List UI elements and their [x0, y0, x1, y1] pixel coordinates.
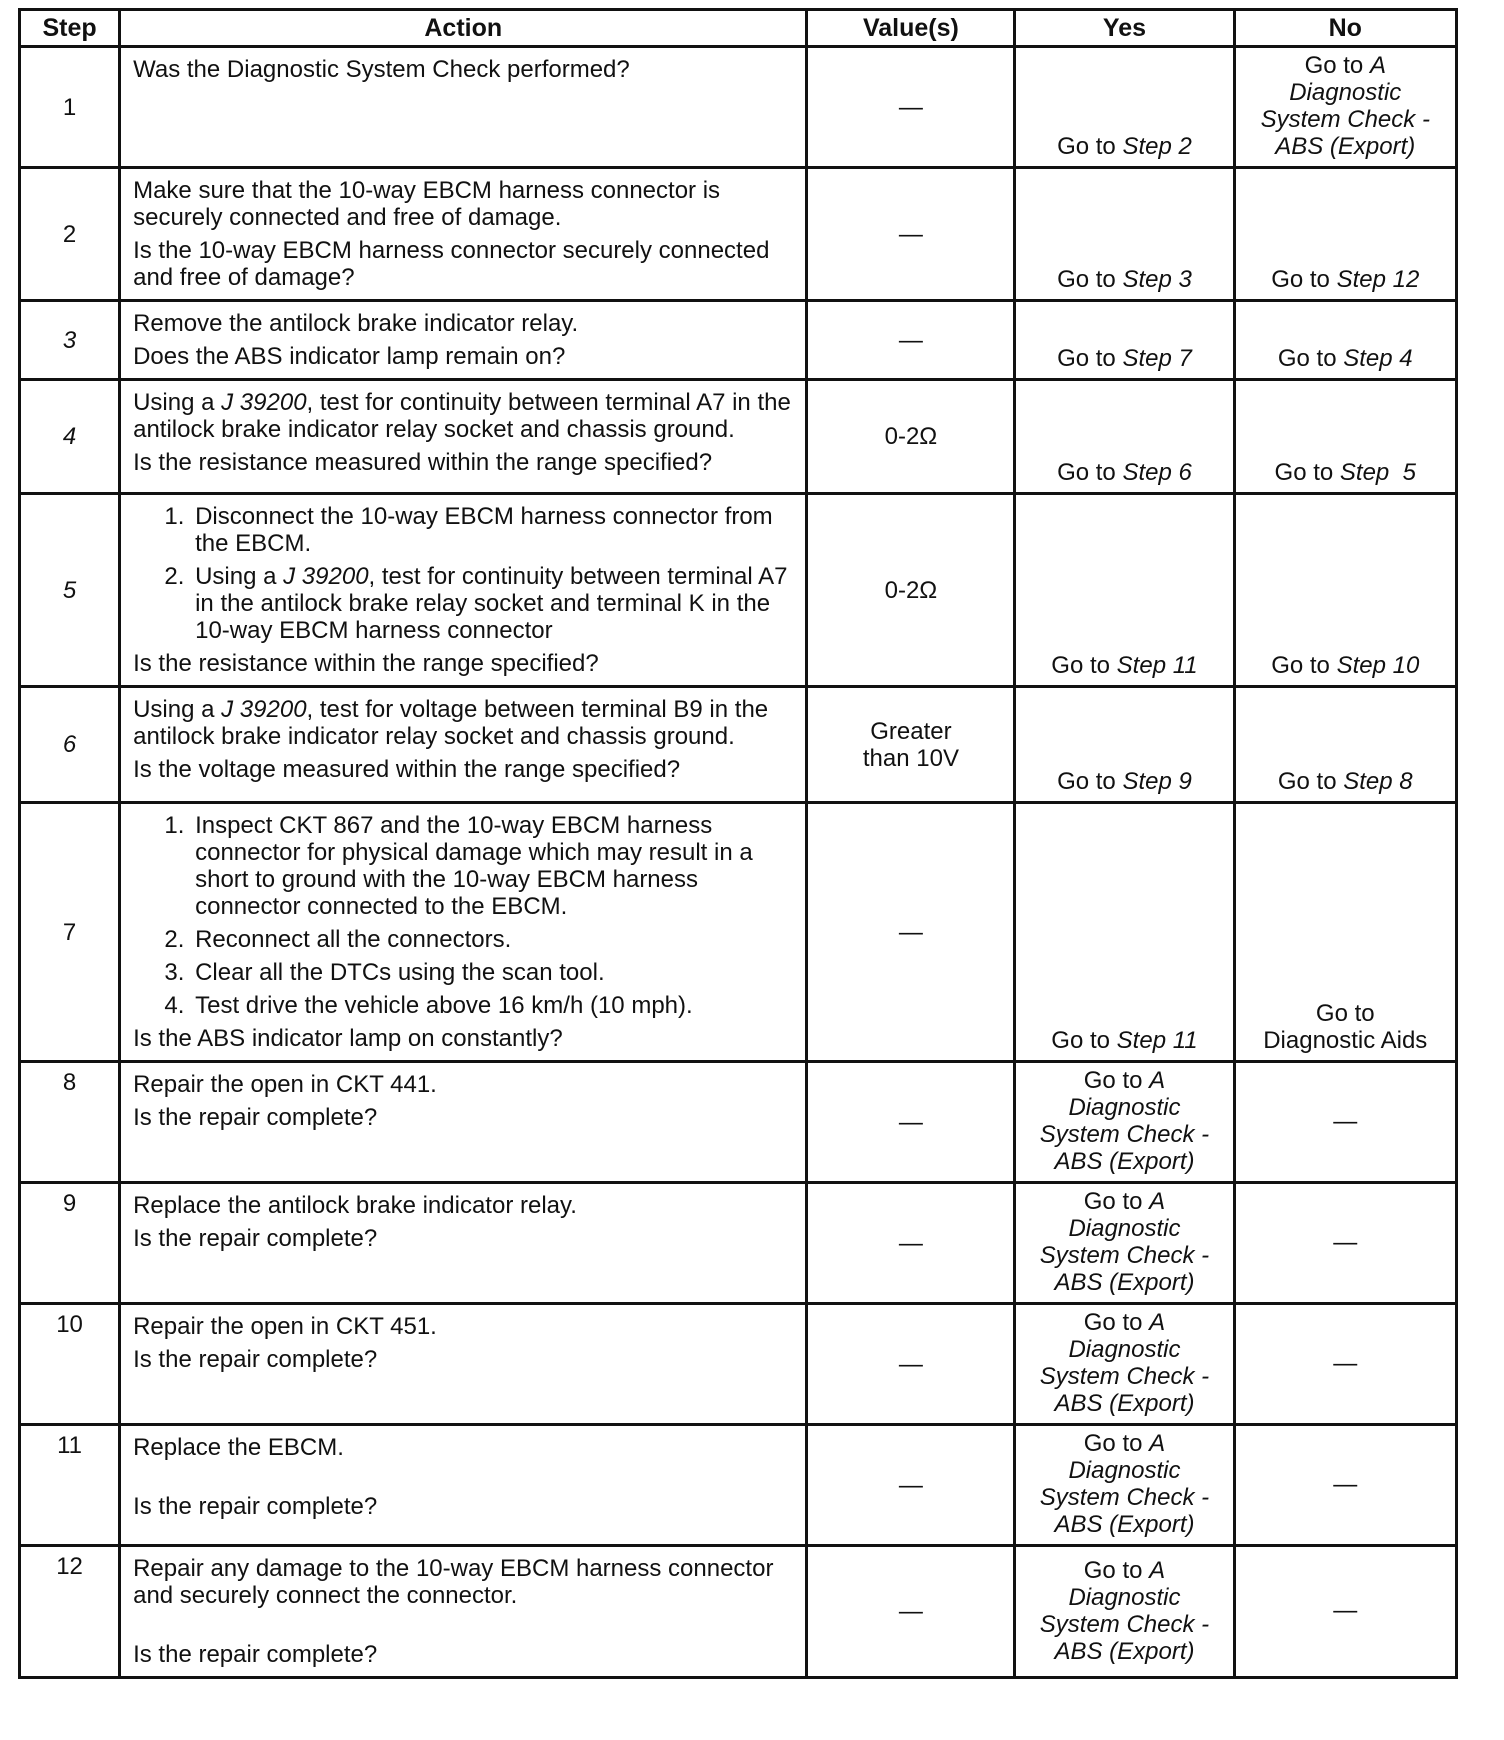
action-text: Make sure that the 10-way EBCM harness connector is securely connected and free of damage.: [133, 177, 721, 231]
header-no: No: [1234, 10, 1456, 47]
diag-check-link[interactable]: Diagnostic: [1068, 1457, 1181, 1484]
step-link[interactable]: Step 11: [1116, 652, 1198, 679]
yes-cell: Go to A Diagnostic System Check - ABS (Export): [1015, 1304, 1234, 1425]
action-question: Is the resistance measured within the range specified?: [133, 449, 713, 476]
header-values: Value(s): [807, 10, 1015, 47]
action-question: Is the 10-way EBCM harness connector securely connected and free of damage?: [133, 237, 770, 291]
yes-cell: Go to A Diagnostic System Check - ABS (Export): [1015, 1062, 1234, 1183]
step-link[interactable]: Step 2: [1122, 133, 1192, 160]
diag-check-link[interactable]: Diagnostic: [1068, 1094, 1181, 1121]
yes-cell: Go to A Diagnostic System Check - ABS (Export): [1015, 1546, 1234, 1678]
value-cell: —: [807, 1062, 1015, 1183]
action-text: Repair the open in CKT 441.: [133, 1071, 437, 1098]
action-cell: [120, 168, 807, 301]
go-to-label: Go to: [1057, 133, 1116, 160]
step-number: 9: [20, 1183, 120, 1304]
list-item: 3. Clear all the DTCs using the scan tool.: [191, 959, 795, 986]
step-link[interactable]: Step 4: [1343, 345, 1413, 372]
action-question: Does the ABS indicator lamp remain on?: [133, 343, 566, 370]
no-cell: Go to Step 4: [1234, 301, 1456, 380]
action-text: Using a J 39200, test for continuity between terminal A7 in the antilock brake indicator relay socket and chassis ground.: [133, 389, 791, 443]
yes-cell: Go to Step 11: [1015, 803, 1234, 1062]
value-cell: 0-2Ω: [807, 494, 1015, 687]
no-cell: —: [1234, 1425, 1456, 1546]
action-text: Repair any damage to the 10-way EBCM harness connector and securely connect the connector.: [133, 1555, 774, 1609]
step-number: 7: [20, 803, 120, 1062]
value-cell: —: [807, 1425, 1015, 1546]
no-cell: Go to Step 10: [1234, 494, 1456, 687]
table-row: [20, 301, 1457, 380]
step-number: 11: [20, 1425, 120, 1546]
value-cell: —: [807, 168, 1015, 301]
yes-cell: Go to Step 3: [1015, 168, 1234, 301]
yes-cell: Go to Step 6: [1015, 380, 1234, 494]
action-list: [133, 503, 795, 644]
action-question: Is the repair complete?: [133, 1493, 378, 1520]
step-number: 4: [20, 380, 120, 494]
go-to-label: Go to: [1304, 52, 1364, 79]
step-number: 8: [20, 1062, 120, 1183]
value-cell: —: [807, 1183, 1015, 1304]
list-item: 2. Reconnect all the connectors.: [191, 926, 795, 953]
step-number: 6: [20, 687, 120, 803]
header-action: Action: [120, 10, 807, 47]
step-link[interactable]: Step 11: [1116, 1027, 1198, 1054]
action-cell: [120, 1546, 807, 1678]
value-cell: —: [807, 301, 1015, 380]
list-item: 2. Using a J 39200, test for continuity between terminal A7 in the antilock brake relay socket and terminal K in the 10-way EBCM harness connector: [191, 563, 795, 644]
tool-name: J 39200: [221, 696, 307, 723]
step-link[interactable]: Step 6: [1122, 459, 1192, 486]
step-link[interactable]: Step 3: [1122, 266, 1192, 293]
yes-cell: Go to A Diagnostic System Check - ABS (Export): [1015, 1183, 1234, 1304]
action-text: Replace the antilock brake indicator relay.: [133, 1192, 577, 1219]
list-item: 1. Inspect CKT 867 and the 10-way EBCM harness connector for physical damage which may result in a short to ground with the 10-way EBCM harness connector connected to the EBCM.: [191, 812, 795, 920]
table-row: [20, 687, 1457, 803]
diagnostic-table: [18, 8, 1458, 1679]
yes-cell: Go to Step 9: [1015, 687, 1234, 803]
table-row: [20, 1183, 1457, 1304]
list-item: 1. Disconnect the 10-way EBCM harness connector from the EBCM.: [191, 503, 795, 557]
step-link[interactable]: Step 8: [1343, 768, 1413, 795]
action-text: Remove the antilock brake indicator relay.: [133, 310, 579, 337]
action-question: Is the repair complete?: [133, 1346, 378, 1373]
value-cell: Greater than 10V: [807, 687, 1015, 803]
no-cell: —: [1234, 1183, 1456, 1304]
step-number: 2: [20, 168, 120, 301]
list-item: 4. Test drive the vehicle above 16 km/h (10 mph).: [191, 992, 795, 1019]
table-row: [20, 494, 1457, 687]
table-row: [20, 1425, 1457, 1546]
action-cell: [120, 301, 807, 380]
diag-check-link[interactable]: Diagnostic: [1068, 1583, 1181, 1611]
action-cell: [120, 380, 807, 494]
step-link[interactable]: Step 7: [1122, 345, 1192, 372]
value-cell: 0-2Ω: [807, 380, 1015, 494]
no-cell: Go to Step 5: [1234, 380, 1456, 494]
action-cell: [120, 494, 807, 687]
step-number: 5: [20, 494, 120, 687]
action-list: [133, 812, 795, 1019]
action-question: Is the voltage measured within the range specified?: [133, 756, 681, 783]
table-row: [20, 1304, 1457, 1425]
action-question: Is the resistance within the range specified?: [133, 650, 599, 677]
no-cell: —: [1234, 1546, 1456, 1678]
action-question: Is the repair complete?: [133, 1104, 378, 1131]
yes-cell: Go to Step 7: [1015, 301, 1234, 380]
action-text: Repair the open in CKT 451.: [133, 1313, 437, 1340]
table-row: [20, 803, 1457, 1062]
action-cell: [120, 1183, 807, 1304]
diag-check-link[interactable]: Diagnostic: [1068, 1336, 1181, 1363]
table-row: [20, 1062, 1457, 1183]
step-link[interactable]: Step 10: [1336, 652, 1420, 679]
action-text: Was the Diagnostic System Check performed?: [133, 56, 630, 83]
yes-cell: [1015, 47, 1234, 168]
value-cell: —: [807, 1304, 1015, 1425]
header-row: [20, 10, 1457, 47]
no-cell: Go to Step 8: [1234, 687, 1456, 803]
diag-check-link[interactable]: Diagnostic: [1068, 1215, 1181, 1242]
action-text: Using a J 39200, test for voltage between terminal B9 in the antilock brake indicator relay socket and chassis ground.: [133, 696, 769, 750]
diag-check-link[interactable]: Diagnostic: [1289, 79, 1402, 106]
step-link[interactable]: Step 9: [1122, 768, 1192, 795]
action-question: Is the repair complete?: [133, 1225, 378, 1252]
header-step: Step: [20, 10, 120, 47]
action-text: Replace the EBCM.: [133, 1434, 344, 1461]
table-row: [20, 1546, 1457, 1678]
step-number: 3: [20, 301, 120, 380]
step-number: 10: [20, 1304, 120, 1425]
action-question: Is the ABS indicator lamp on constantly?: [133, 1025, 563, 1052]
action-cell: [120, 1425, 807, 1546]
tool-name: J 39200: [221, 389, 307, 416]
step-number: 1: [20, 47, 120, 168]
no-cell: Go to A Diagnostic System Check - ABS (Export): [1234, 47, 1456, 168]
diag-aids-link[interactable]: Diagnostic Aids: [1263, 1027, 1428, 1054]
table-row: [20, 47, 1457, 168]
no-cell: Go to Diagnostic Aids: [1234, 803, 1456, 1062]
no-cell: —: [1234, 1062, 1456, 1183]
action-cell: [120, 687, 807, 803]
tool-name: J 39200: [283, 563, 369, 590]
table-row: [20, 168, 1457, 301]
step-link[interactable]: Step 5: [1339, 459, 1416, 486]
action-cell: [120, 47, 807, 168]
value-cell: —: [807, 1546, 1015, 1678]
action-cell: [120, 1304, 807, 1425]
no-cell: Go to Step 12: [1234, 168, 1456, 301]
step-number: 12: [20, 1546, 120, 1678]
header-yes: Yes: [1015, 10, 1234, 47]
action-question: Is the repair complete?: [133, 1641, 378, 1668]
action-cell: [120, 1062, 807, 1183]
table-row: [20, 380, 1457, 494]
yes-cell: Go to Step 11: [1015, 494, 1234, 687]
step-link[interactable]: Step 12: [1336, 266, 1420, 293]
value-cell: —: [807, 47, 1015, 168]
yes-cell: Go to A Diagnostic System Check - ABS (Export): [1015, 1425, 1234, 1546]
value-cell: —: [807, 803, 1015, 1062]
no-cell: —: [1234, 1304, 1456, 1425]
action-cell: [120, 803, 807, 1062]
